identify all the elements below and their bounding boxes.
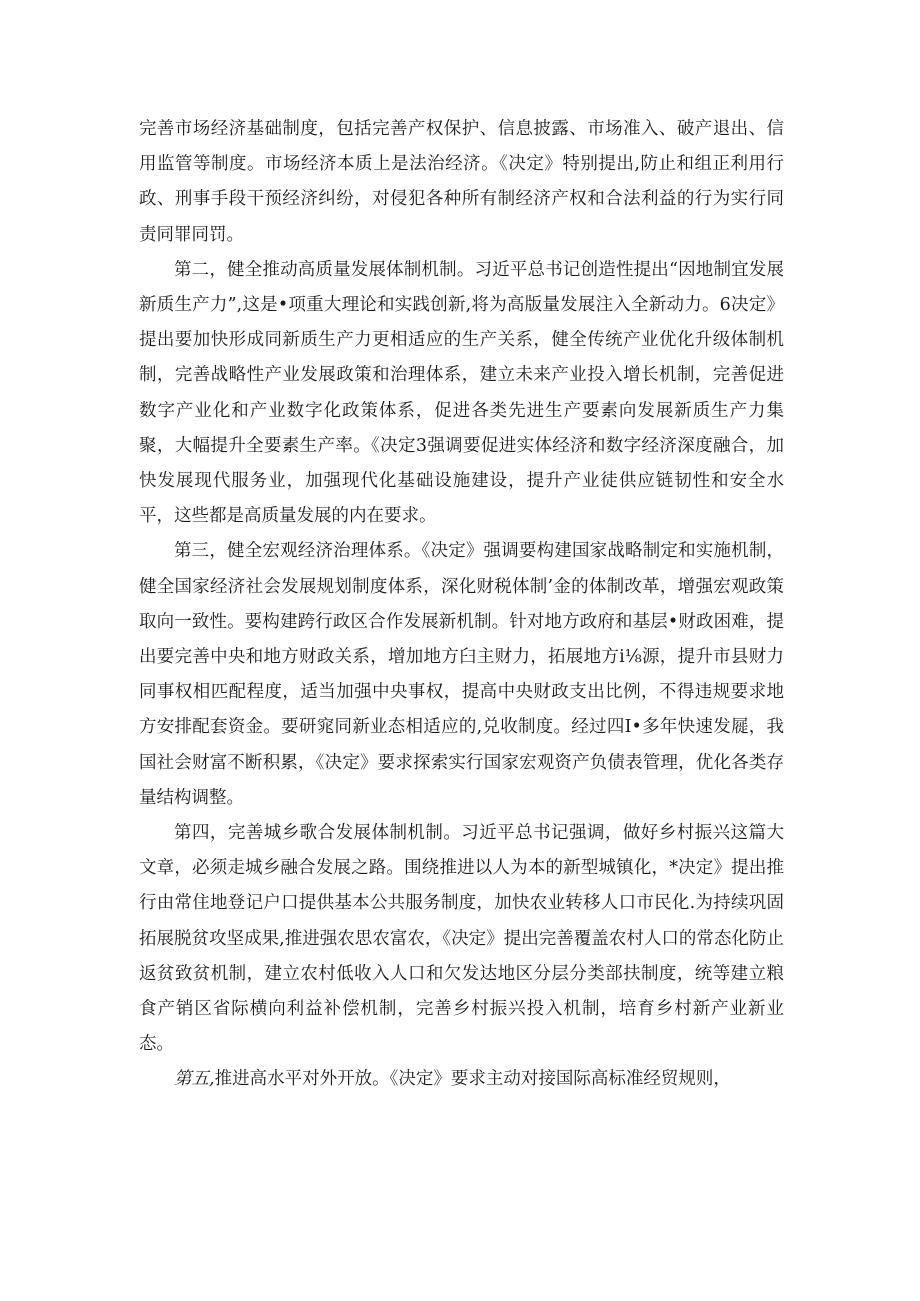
paragraph-high-quality-development: 第二，健全推动高质量发展体制机制。习近平总书记创造性提出“因地制宜发展新质生产力”,这是•项重大理论和实践创新,将为高版量发展注入全新动力。6决定》提出要加快形成同新质生产力更相适应的生产关系，健全传统产业优化升级体制机制，完善战略性产业发展政策和治理体系，建立未来产业投入增长机制，完善促进数字产业化和产业数字化政策体系，促进各类先进生产要素向发展新质生产力集聚，大幅提升全要素生产率。《决定3强调要促进实体经济和数字经济深度融合，加快发展现代服务业，加强现代化基础设施建设，提升产业徒供应链韧性和安全水平，这些都是高质量发展的内在要求。	[139, 259, 784, 527]
document-body	[139, 112, 784, 1098]
paragraph-opening-up-lead: 第五,	[174, 1069, 215, 1090]
paragraph-opening-up	[139, 1062, 784, 1097]
paragraph-opening-up-text: 推进高水平对外开放。《决定》要求主动对接国际高标准经贸规则，	[214, 1069, 731, 1090]
paragraph-urban-rural: 第四，完善城乡歌合发展体制机制。习近平总书记强调，做好乡村振兴这篇大文章，必须走城乡融合发展之路。围绕推进以人为本的新型城镇化，*决定》提出推行由常住地登记户口提供基本公共服务制度，加快农业转移人口市民化.为持续巩固拓展脱贫攻坚成果,推进强农思农富农，《决定》提出完善覆盖农村人口的常态化防止返贫致贫机制，建立农村低收入人口和欠发达地区分层分类部扶制度，统等建立粮食产销区省际横向利益补偿机制，完善乡村振兴投入机制，培育乡村新产业新业态。	[139, 823, 784, 1055]
paragraph-market-economy: 完善市场经济基础制度，包括完善产权保护、信息披露、市场准入、破产退出、信用监管等制度。市场经济本质上是法治经济。《决定》特别提出,防止和组正利用行政、刑事手段干预经济纠纷，对侵犯各种所有制经济产权和合法利益的行为实行同责同罪同罚。	[139, 119, 784, 245]
paragraph-macro-governance: 第三，健全宏观经济治理体系。《决定》强调要构建国家战略制定和实施机制，健全国家经济社会发展规划制度体系，深化财税体制’金的体制改革，增强宏观政策取向一致性。要构建跨行政区合作发展新机制。针对地方政府和基层•财政困难，提出要完善中央和地方财政关系，增加地方臼主财力，拓展地方i⅛源，提升市县财力同事权相匹配程度，适当加强中央事权，提高中央财政支出比例，不得违规要求地方安排配套资金。要研窕同新业态相适应的,兑收制度。经过四I•多年快速发屣，我国社会财富不断积累，《决定》要求探索实行国家宏观资产负债表管理，优化各类存量结构调整。	[139, 541, 784, 808]
